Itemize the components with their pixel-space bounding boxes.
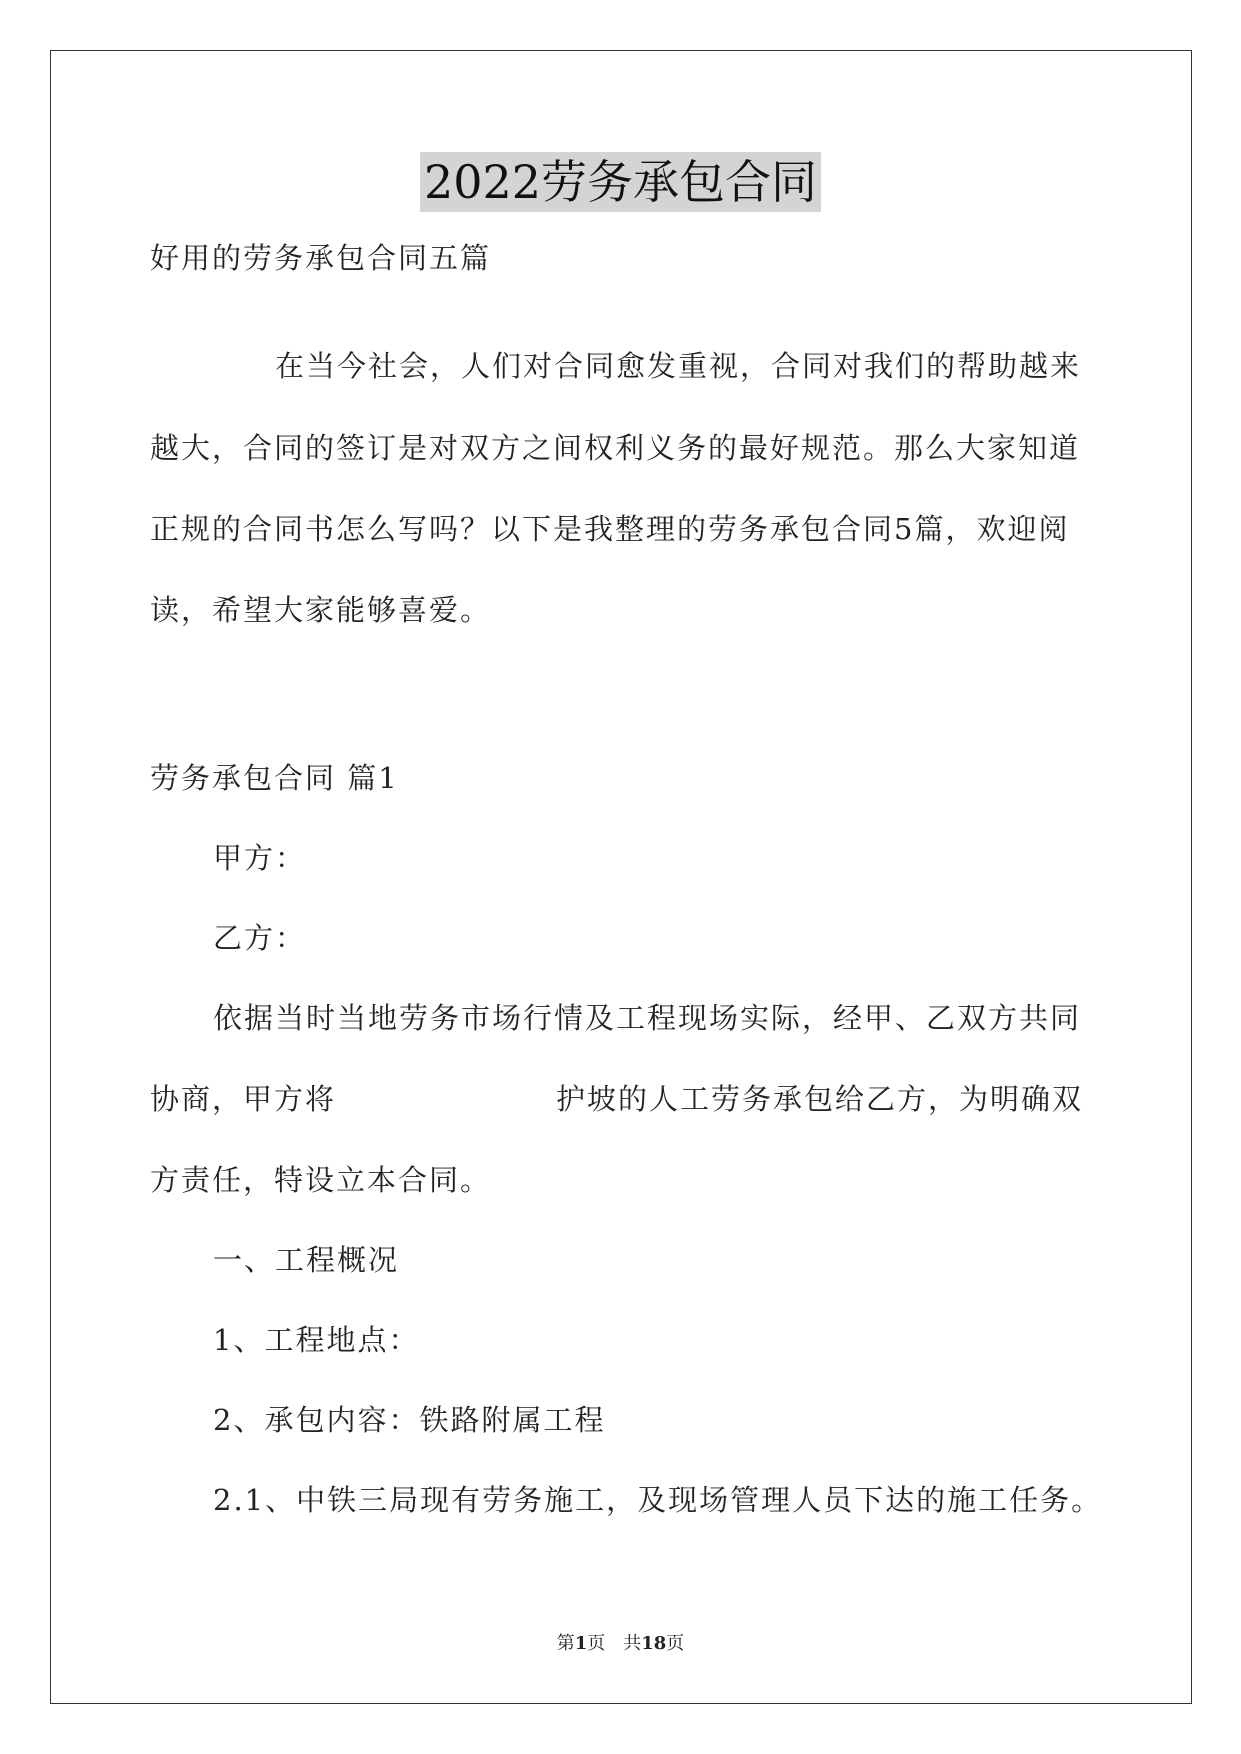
intro-line-4: 读，希望大家能够喜爱。 xyxy=(150,593,492,627)
intro-line-1: 在当今社会，人们对合同愈发重视，合同对我们的帮助越来 xyxy=(275,349,1082,383)
footer-suffix: 页 xyxy=(666,1633,685,1654)
footer-page-number: 1 xyxy=(574,1633,588,1654)
item-overview: 一、工程概况 xyxy=(213,1243,400,1277)
footer-total-pages: 18 xyxy=(641,1633,667,1654)
title-container xyxy=(0,152,1241,212)
page-footer xyxy=(0,1632,1241,1656)
party-a-label: 甲方： xyxy=(213,841,307,875)
footer-middle: 页 共 xyxy=(587,1633,642,1654)
paragraph-1-line-2-end: 护坡的人工劳务承包给乙方，为明确双 xyxy=(556,1082,1084,1116)
intro-line-3: 正规的合同书怎么写吗？以下是我整理的劳务承包合同5篇，欢迎阅 xyxy=(150,512,1070,546)
intro-line-2: 越大，合同的签订是对双方之间权利义务的最好规范。那么大家知道 xyxy=(150,431,1081,465)
item-2: 2、承包内容：铁路附属工程 xyxy=(213,1403,606,1437)
document-subtitle: 好用的劳务承包合同五篇 xyxy=(150,241,492,275)
paragraph-1-line-2-start: 协商，甲方将 xyxy=(150,1082,337,1116)
paragraph-1-line-1: 依据当时当地劳务市场行情及工程现场实际，经甲、乙双方共同 xyxy=(213,1001,1082,1035)
item-2-1: 2.1、中铁三局现有劳务施工，及现场管理人员下达的施工任务。 xyxy=(213,1483,1103,1517)
document-title: 2022劳务承包合同 xyxy=(420,152,821,212)
footer-prefix: 第 xyxy=(556,1633,575,1654)
paragraph-1-line-2 xyxy=(150,1079,1083,1119)
party-b-label: 乙方： xyxy=(213,921,307,955)
paragraph-1-line-3: 方责任，特设立本合同。 xyxy=(150,1163,492,1197)
item-1: 1、工程地点： xyxy=(213,1323,420,1357)
section-heading: 劳务承包合同 篇1 xyxy=(150,761,399,795)
